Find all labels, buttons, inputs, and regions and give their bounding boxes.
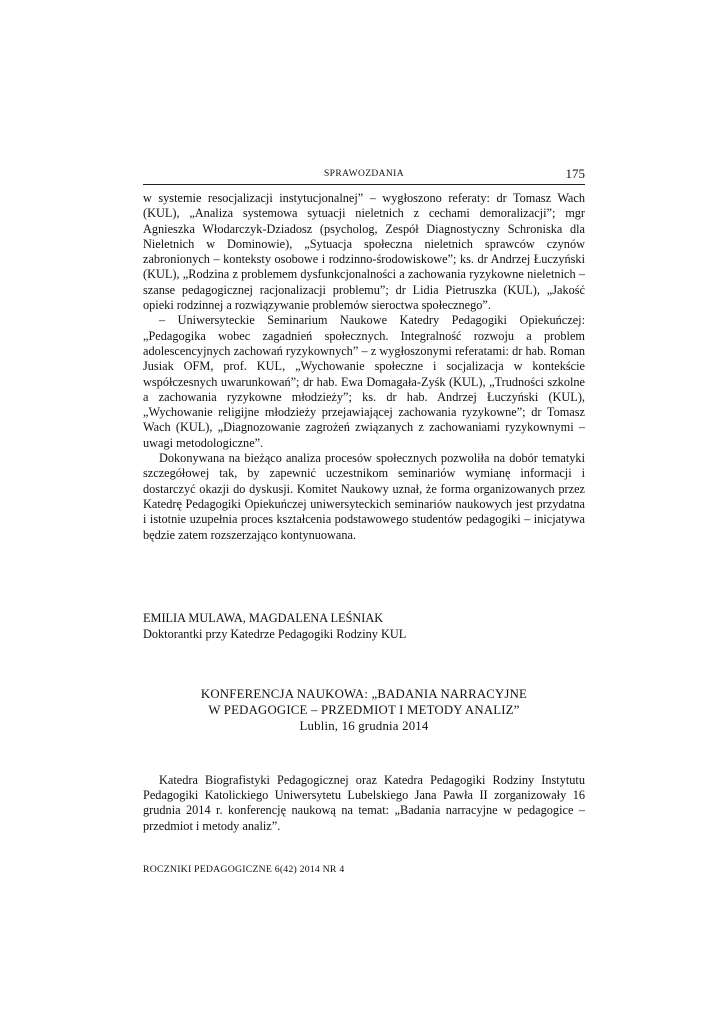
running-header	[143, 166, 585, 185]
paragraph-conclusion: Dokonywana na bieżąco analiza procesów społecznych pozwoliła na dobór tematyki szczegółowej tak, by zapewnić uczestnikom seminariów wymianę informacji i dostarczyć okazji do dyskusji. Komitet Naukowy uznał, że forma organizowanych przez Katedrę Pedagogiki Opiekuńczej uniwersyteckich seminariów naukowych jest przydatna i istotnie uzupełnia proces kształcenia podstawowego studentów pedagogiki – inicjatywa będzie zatem rozszerzająco kontynuowana.	[143, 451, 585, 542]
paragraph-seminar: – Uniwersyteckie Seminarium Naukowe Katedry Pedagogiki Opiekuńczej: „Pedagogika wobec zagadnień społecznych. Integralność rozwoju a problem adolescencyjnych zachowań ryzykownych” – z wygłoszonymi referatami: dr hab. Roman Jusiak OFM, prof. KUL, „Wychowanie społeczne i socjalizacja w kontekście współczesnych uwarunkowań”; dr hab. Ewa Domagała-Zyśk (KUL), „Trudności szkolne a zachowania ryzykowne młodzieży”; ks. dr hab. Andrzej Łuczyński (KUL), „Wychowanie religijne młodzieży przejawiającej zachowania ryzykowne”; dr Tomasz Wach (KUL), „Diagnozowanie zagrożeń związanych z zachowaniami ryzykownymi – uwagi metodologiczne”.	[143, 313, 585, 450]
report-title	[143, 686, 585, 734]
author-affiliation: Doktorantki przy Katedrze Pedagogiki Rodziny KUL	[143, 626, 407, 641]
report-intro	[143, 773, 585, 834]
paragraph-continuation: w systemie resocjalizacji instytucjonalnej” – wygłoszono referaty: dr Tomasz Wach (KUL), „Analiza systemowa sytuacji nieletnich z cechami demoralizacji”; mgr Agnieszka Włodarczyk-Dziadosz (psycholog, Zespół Diagnostyczny Schroniska dla Nieletnich w Dominowie), „Sytuacja społeczna nieletnich sprawców czynów zabronionych – konteksty osobowe i rodzinno-środowiskowe”; ks. dr Andrzej Łuczyński (KUL), „Rodzina z problemem dysfunkcjonalności a zachowania ryzykowne nieletnich – szanse pedagogicznej racjonalizacji problemu”; dr Lidia Pietruszka (KUL), „Jakość opieki rodzinnej a rozwiązywanie problemów sieroctwa społecznego”.	[143, 191, 585, 313]
page-number: 175	[565, 166, 585, 181]
author-block	[143, 610, 585, 642]
report-title-line-2: W PEDAGOGICE – PRZEDMIOT I METODY ANALIZ”	[208, 702, 520, 717]
report-title-line-1: KONFERENCJA NAUKOWA: „BADANIA NARRACYJNE	[200, 686, 528, 701]
journal-footer: ROCZNIKI PEDAGOGICZNE 6(42) 2014 NR 4	[143, 864, 345, 876]
author-names: EMILIA MULAWA, MAGDALENA LEŚNIAK	[143, 610, 384, 625]
section-title: SPRAWOZDANIA	[323, 169, 405, 179]
document-page	[143, 166, 585, 875]
report-title-date: Lublin, 16 grudnia 2014	[299, 718, 429, 733]
intro-paragraph: Katedra Biografistyki Pedagogicznej oraz Katedra Pedagogiki Rodziny Instytutu Pedagogiki Katolickiego Uniwersytetu Lubelskiego Jana Pawła II zorganizowały 16 grudnia 2014 r. konferencję naukową na temat: „Badania narracyjne w pedagogice – przedmiot i metody analiz”.	[143, 772, 585, 833]
report-body	[143, 191, 585, 543]
